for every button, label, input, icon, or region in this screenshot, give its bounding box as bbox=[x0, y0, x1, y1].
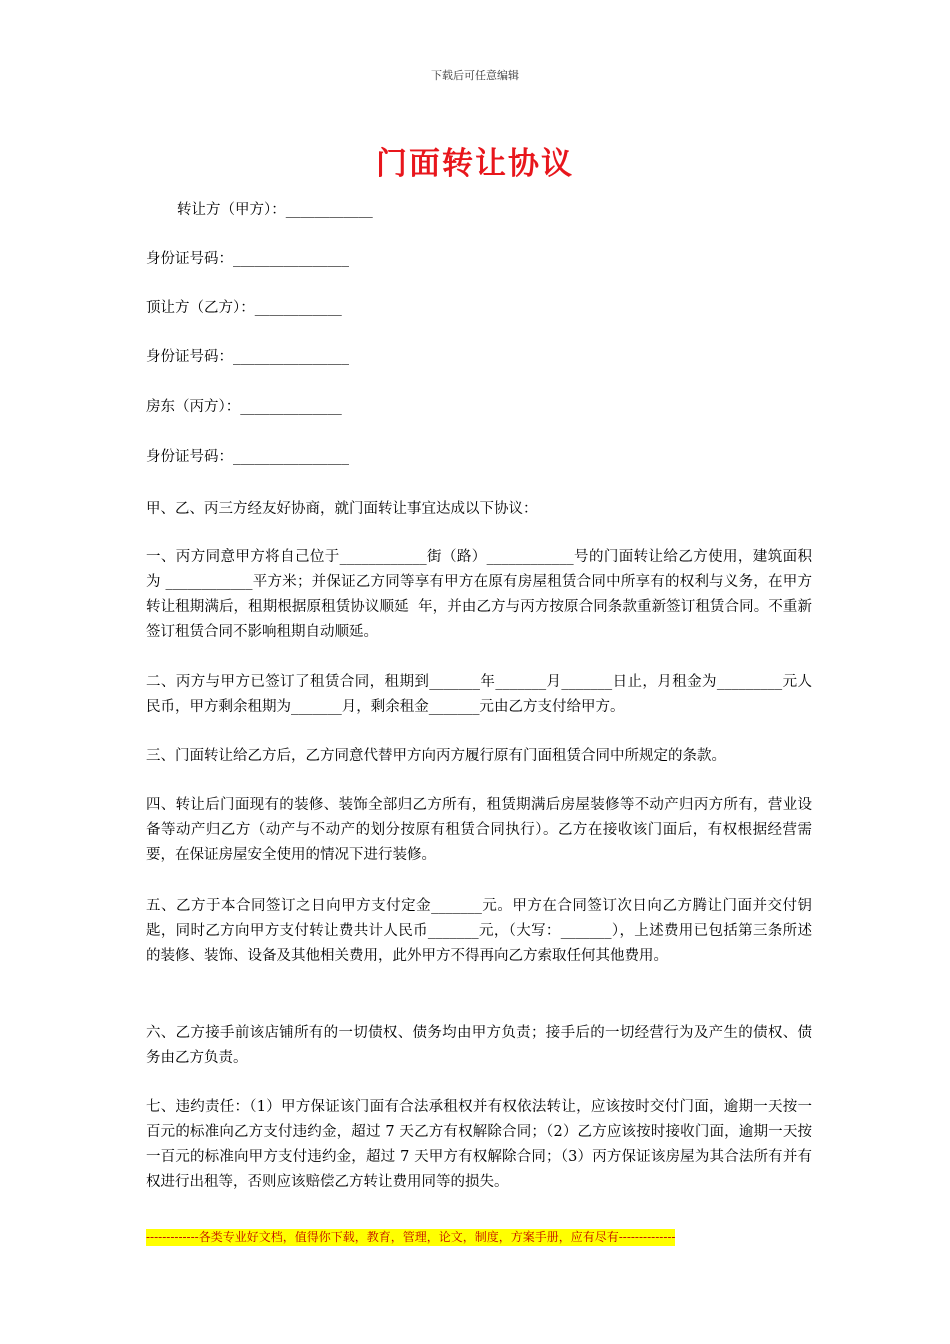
footer-banner: -------------各类专业好文档，值得你下载，教育，管理，论文，制度，方案手册，应有尽有-------------- bbox=[146, 1230, 676, 1244]
clause-4: 四、转让后门面现有的装修、装饰全部归乙方所有，租赁期满后房屋装修等不动产归丙方所有，营业设备等动产归乙方（动产与不动产的划分按原有租赁合同执行）。乙方在接收该门面后，有权根据经营需要，在保证房屋安全使用的情况下进行装修。 bbox=[146, 797, 812, 863]
landlord-field: 房东（丙方）：______________ bbox=[146, 399, 342, 415]
landlord-id-field: 身份证号码：________________ bbox=[146, 449, 349, 465]
transferee-field: 顶让方（乙方）：____________ bbox=[146, 300, 342, 316]
header-note: 下载后可任意编辑 bbox=[431, 69, 519, 82]
clause-1: 一、丙方同意甲方将自己位于____________街（路）____________号的门面转让给乙方使用，建筑面积为 ____________平方米；并保证乙方同等享有甲方在原有房屋租赁合同中所享有的权利与义务，在甲方转让租期满后，租期根据原租赁协议顺延 年，并由乙方与丙方按原合同条款重新签订租赁合同。不重新签订租赁合同不影响租期自动顺延。 bbox=[146, 549, 812, 640]
transferor-field: 转让方（甲方）：____________ bbox=[177, 202, 373, 218]
document-title: 门面转让协议 bbox=[376, 146, 574, 182]
clause-6: 六、乙方接手前该店铺所有的一切债权、债务均由甲方负责；接手后的一切经营行为及产生的债权、债务由乙方负责。 bbox=[146, 1025, 812, 1066]
clause-7: 七、违约责任：（1）甲方保证该门面有合法承租权并有权依法转让，应该按时交付门面，逾期一天按一百元的标准向乙方支付违约金，超过 7 天乙方有权解除合同；（2）乙方应该按时接收门面，逾期一天按一百元的标准向甲方支付违约金，超过 7 天甲方有权解除合同；（3）丙方保证该房屋为其合法所有并有权进行出租等，否则应该赔偿乙方转让费用同等的损失。 bbox=[146, 1099, 812, 1190]
intro-paragraph: 甲、乙、丙三方经友好协商，就门面转让事宜达成以下协议： bbox=[146, 501, 538, 517]
clause-3: 三、门面转让给乙方后，乙方同意代替甲方向丙方履行原有门面租赁合同中所规定的条款。 bbox=[146, 748, 726, 764]
transferee-id-field: 身份证号码：________________ bbox=[146, 349, 349, 365]
transferor-id-field: 身份证号码：________________ bbox=[146, 251, 349, 267]
clause-2: 二、丙方与甲方已签订了租赁合同，租期到_______年_______月_______日止，月租金为_________元人民币，甲方剩余租期为_______月，剩余租金_______元由乙方支付给甲方。 bbox=[146, 674, 812, 715]
clause-5: 五、乙方于本合同签订之日向甲方支付定金_______元。甲方在合同签订次日向乙方腾让门面并交付钥匙，同时乙方向甲方支付转让费共计人民币_______元，（大写：_______），上述费用已包括第三条所述的装修、装饰、设备及其他相关费用，此外甲方不得再向乙方索取任何其他费用。 bbox=[146, 898, 812, 964]
